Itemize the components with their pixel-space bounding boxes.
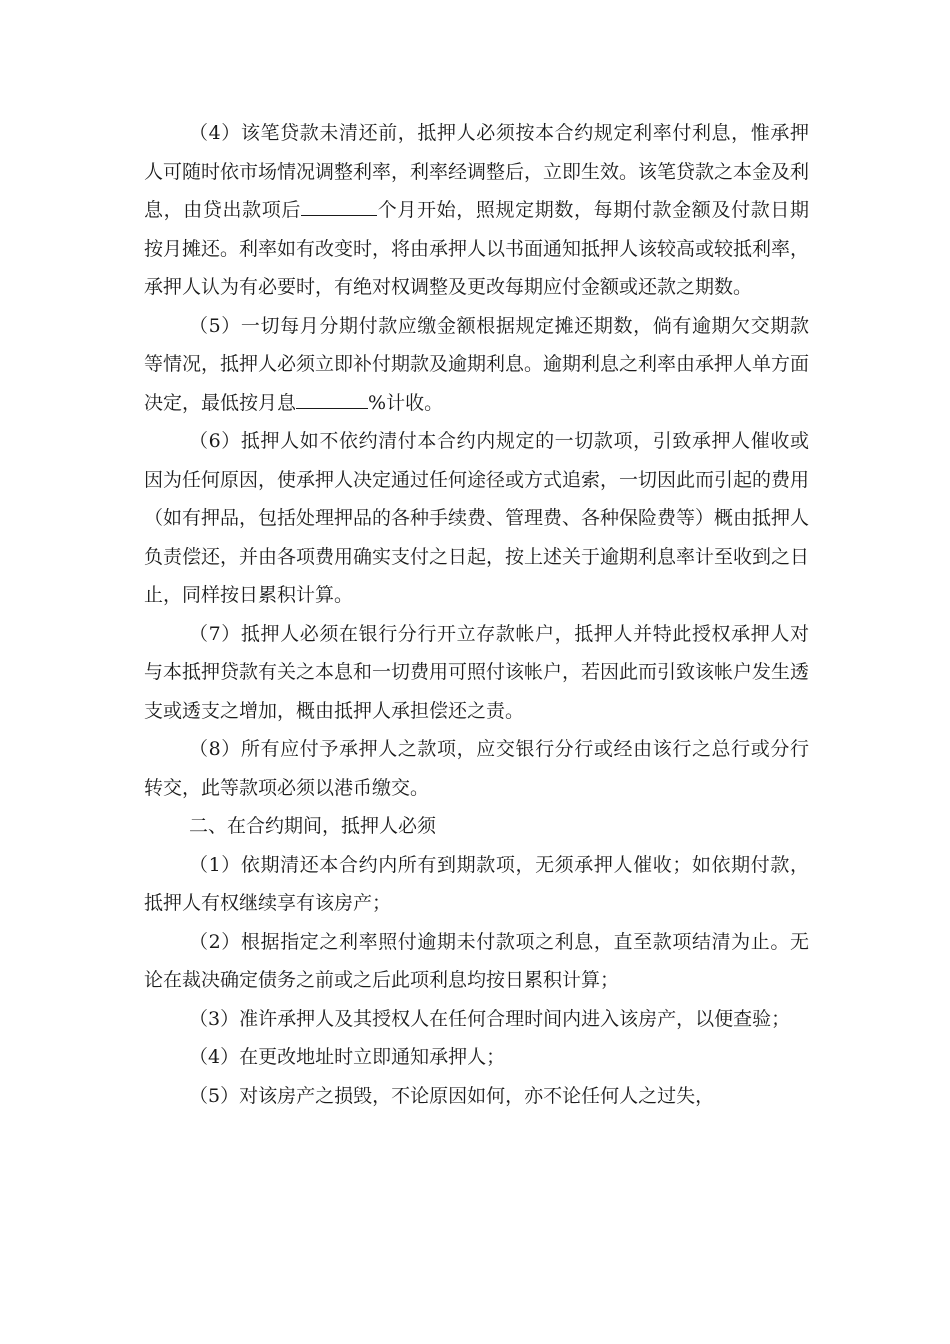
clause-text: （3）准许承押人及其授权人在任何合理时间内进入该房产，以便查验； [189, 1007, 791, 1030]
clause-paragraph [144, 1038, 809, 1077]
clause-paragraph [144, 1077, 809, 1116]
clause-paragraph [144, 307, 809, 423]
document-body [144, 114, 809, 1115]
clause-text: 个月开始，照规定期数，每期付款金额及付款日期按月摊还。利率如有改变时，将由承押人以书面通知抵押人该较高或较抵利率，承押人认为有必要时，有绝对权调整及更改每期应付金额或还款之期数。 [144, 199, 810, 298]
clause-paragraph [144, 114, 809, 307]
clause-text: （8）所有应付予承押人之款项，应交银行分行或经由该行之总行或分行转交，此等款项必须以港币缴交。 [144, 738, 809, 799]
fill-in-blank [301, 193, 377, 216]
clause-text: （5）对该房产之损毁，不论原因如何，亦不论任何人之过失， [189, 1084, 715, 1107]
clause-paragraph [144, 730, 809, 807]
clause-paragraph [144, 1000, 809, 1039]
clause-text: （2）根据指定之利率照付逾期未付款项之利息，直至款项结清为止。无论在裁决确定债务之前或之后此项利息均按日累积计算； [144, 930, 809, 991]
clause-text: %计收。 [368, 391, 444, 414]
fill-in-blank [296, 386, 368, 409]
clause-text: （5）一切每月分期付款应缴金额根据规定摊还期数，倘有逾期欠交期款等情况，抵押人必须立即补付期款及逾期利息。逾期利息之利率由承押人单方面决定，最低按月息 [144, 314, 810, 414]
clause-paragraph [144, 422, 809, 615]
clause-text: （6）抵押人如不依约清付本合约内规定的一切款项，引致承押人催收或因为任何原因，使承押人决定通过任何途径或方式追索，一切因此而引起的费用（如有押品，包括处理押品的各种手续费、管理费、各种保险费等）概由抵押人负责偿还，并由各项费用确实支付之日起，按上述关于逾期利息率计至收到之日止，同样按日累积计算。 [144, 430, 810, 606]
clause-paragraph [144, 615, 809, 731]
clause-text: （4）在更改地址时立即通知承押人； [189, 1046, 506, 1068]
section-heading [144, 807, 809, 846]
clause-text: （1）依期清还本合约内所有到期款项，无须承押人催收；如依期付款，抵押人有权继续享有该房产； [144, 853, 809, 914]
clause-text: （4）该笔贷款未清还前，抵押人必须按本合约规定利率付利息，惟承押人可随时依市场情况调整利率，利率经调整后，立即生效。该笔贷款之本金及利息，由贷出款项后 [144, 122, 810, 221]
clause-text: （7）抵押人必须在银行分行开立存款帐户，抵押人并特此授权承押人对与本抵押贷款有关之本息和一切费用可照付该帐户，若因此而引致该帐户发生透支或透支之增加，概由抵押人承担偿还之责。 [144, 622, 810, 722]
clause-paragraph [144, 846, 809, 923]
clause-paragraph [144, 923, 809, 1000]
section-heading-text: 二、在合约期间，抵押人必须 [189, 815, 437, 837]
